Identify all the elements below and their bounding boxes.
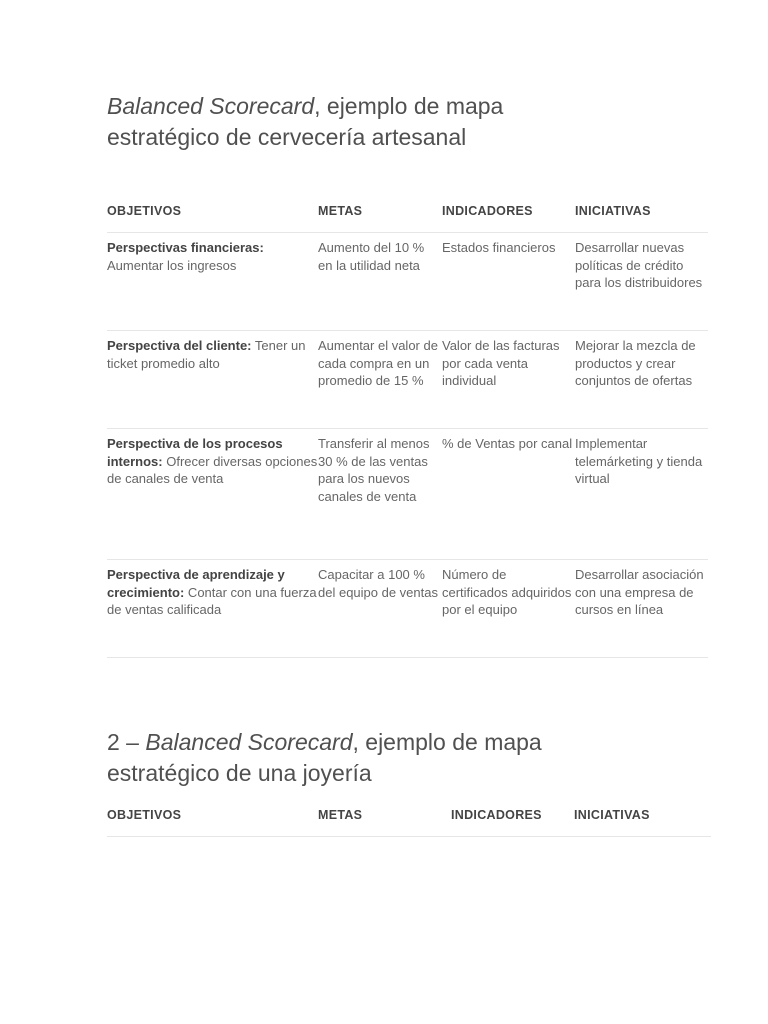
section-2-title-rest: , ejemplo de mapa	[352, 729, 542, 755]
header-objetivos: OBJETIVOS	[107, 204, 182, 218]
section-1-title	[107, 91, 667, 153]
meta-cell: Transferir al menos 30 % de las ventas para los nuevos canales de venta	[318, 436, 430, 504]
header-objetivos: OBJETIVOS	[107, 808, 182, 822]
scorecard-table-1	[107, 202, 708, 658]
meta-cell: Aumentar el valor de cada compra en un promedio de 15 %	[318, 338, 438, 388]
section-2-title-italic: Balanced Scorecard	[145, 729, 353, 755]
objective-text: Ofrecer diversas opciones de canales de venta	[107, 453, 318, 486]
objective-cell	[107, 335, 318, 428]
objective-lead: Perspectiva de aprendizaje y crecimiento:	[107, 567, 285, 600]
section-2-title-prefix: 2 –	[107, 729, 146, 755]
table-row	[107, 233, 708, 331]
header-metas: METAS	[318, 808, 363, 822]
objective-cell	[107, 433, 318, 559]
scorecard-table-2	[107, 806, 708, 837]
objective-text: Tener un ticket promedio alto	[107, 338, 306, 371]
section-1-title-line2: estratégico de cervecería artesanal	[107, 124, 467, 150]
header-indicadores: INDICADORES	[442, 204, 533, 218]
iniciativa-cell: Mejorar la mezcla de productos y crear conjuntos de ofertas	[575, 338, 696, 388]
objective-text: Aumentar los ingresos	[107, 257, 237, 273]
iniciativa-cell: Desarrollar asociación con una empresa de cursos en línea	[575, 567, 704, 617]
table-header-row	[107, 202, 708, 233]
table-header-row	[107, 806, 711, 837]
objective-cell	[107, 564, 318, 657]
iniciativa-cell: Implementar telemárketing y tienda virtual	[575, 436, 703, 486]
header-iniciativas: INICIATIVAS	[574, 808, 650, 822]
section-2-title-line2: estratégico de una joyería	[107, 760, 372, 786]
meta-cell: Aumento del 10 % en la utilidad neta	[318, 240, 425, 273]
indicador-cell: % de Ventas por canal	[442, 436, 573, 451]
iniciativa-cell: Desarrollar nuevas políticas de crédito para los distribuidores	[575, 240, 703, 290]
header-metas: METAS	[318, 204, 363, 218]
objective-lead: Perspectiva de los procesos internos:	[107, 436, 283, 469]
objective-text: Contar con una fuerza de ventas calificada	[107, 584, 317, 617]
indicador-cell: Estados financieros	[442, 240, 556, 255]
meta-cell: Capacitar a 100 % del equipo de ventas	[318, 567, 438, 600]
table-row	[107, 429, 708, 560]
header-iniciativas: INICIATIVAS	[575, 204, 651, 218]
section-1-title-rest: , ejemplo de mapa	[314, 93, 504, 119]
section-2-title	[107, 727, 667, 789]
table-row	[107, 331, 708, 429]
objective-lead: Perspectivas financieras:	[107, 240, 264, 255]
objective-cell	[107, 237, 318, 330]
objective-lead: Perspectiva del cliente:	[107, 338, 252, 353]
section-1-title-italic: Balanced Scorecard	[107, 93, 315, 119]
indicador-cell: Número de certificados adquiridos por el equipo	[442, 567, 572, 617]
header-indicadores: INDICADORES	[451, 808, 542, 822]
table-row	[107, 560, 708, 658]
indicador-cell: Valor de las facturas por cada venta individual	[442, 338, 560, 388]
